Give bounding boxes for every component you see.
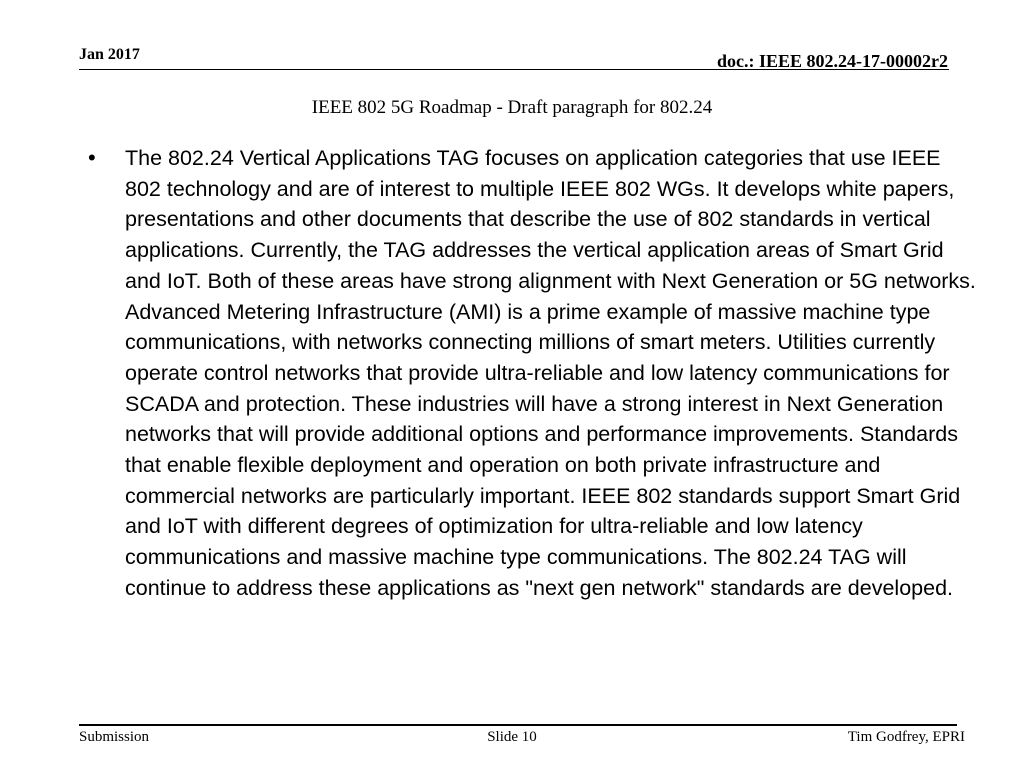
footer-submission: Submission xyxy=(79,729,150,745)
header-divider xyxy=(79,69,949,70)
footer-divider xyxy=(79,724,957,726)
header-document-id: doc.: IEEE 802.24-17-00002r2 xyxy=(717,51,948,71)
footer-slide-number: Slide 10 xyxy=(487,729,537,745)
bullet-icon: • xyxy=(88,145,96,170)
bullet-list xyxy=(0,140,1024,604)
bullet-text: The 802.24 Vertical Applications TAG focuses on application categories that use IEEE 802 technology and are of interest to multiple IEEE 802 WGs. It develops white papers, presentations and other documents that describe the use of 802 standards in vertical applications. Currently, the TAG addresses the vertical application areas of Smart Grid and IoT. Both of these areas have strong alignment with Next Generation or 5G networks. Advanced Metering Infrastructure (AMI) is a prime example of massive machine type communications, with networks connecting millions of smart meters. Utilities currently operate control networks that provide ultra-reliable and low latency communications for SCADA and protection. These industries will have a strong interest in Next Generation networks that will provide additional options and performance improvements. Standards that enable flexible deployment and operation on both private infrastructure and commercial networks are particularly important. IEEE 802 standards support Smart Grid and IoT with different degrees of optimization for ultra-reliable and low latency communications and massive machine type communications. The 802.24 TAG will continue to address these applications as "next gen network" standards are developed. xyxy=(125,146,976,600)
bullet-item xyxy=(0,140,1024,604)
header-date: Jan 2017 xyxy=(79,46,140,63)
slide-title: IEEE 802 5G Roadmap - Draft paragraph for 802.24 xyxy=(311,97,713,118)
footer-author: Tim Godfrey, EPRI xyxy=(847,729,965,745)
